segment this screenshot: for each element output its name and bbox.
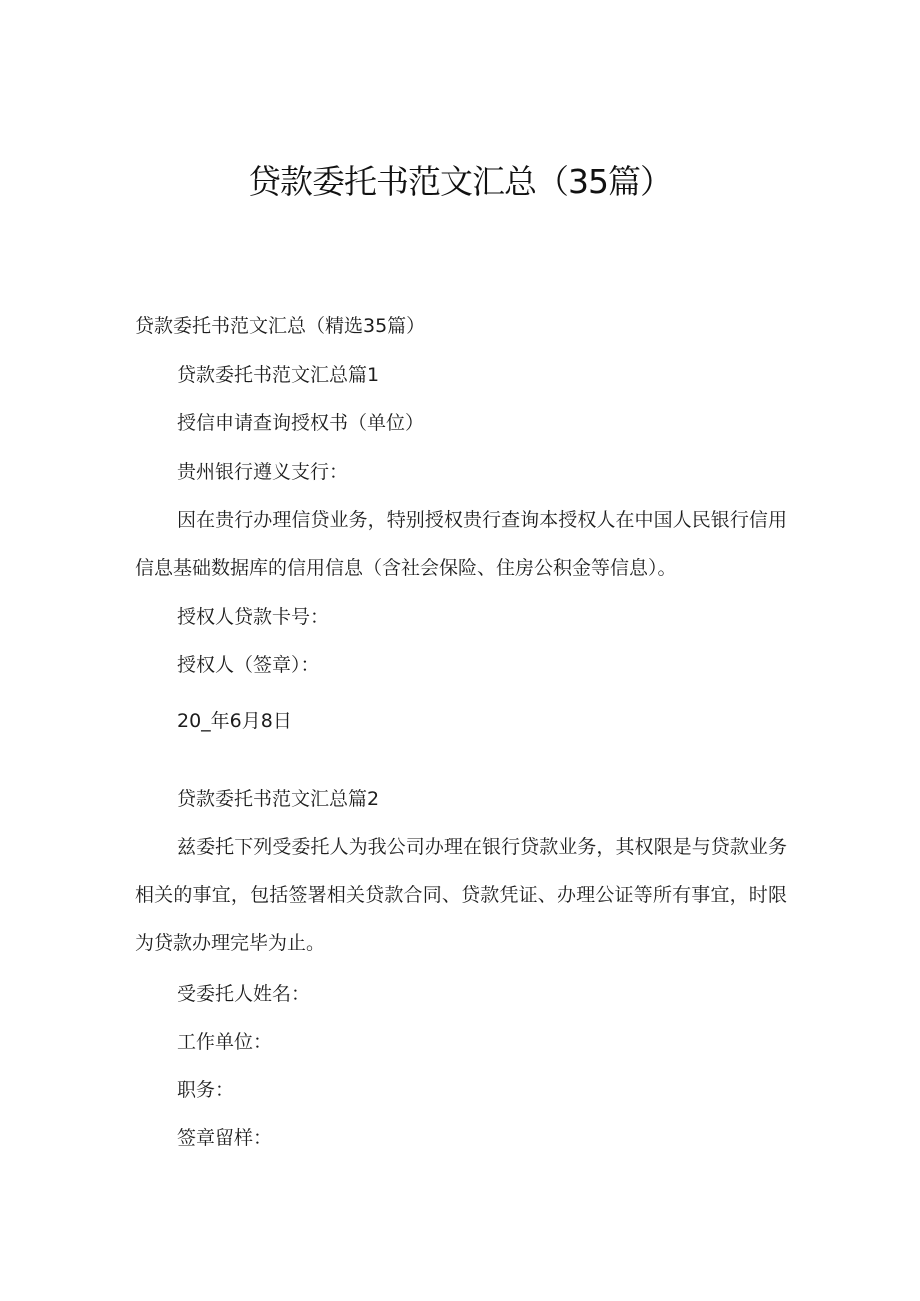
document-title: 贷款委托书范文汇总（35篇） xyxy=(248,162,672,201)
section1-signature-label: 授权人（签章）： xyxy=(177,654,320,676)
section2-heading: 贷款委托书范文汇总篇2 xyxy=(177,788,380,810)
section1-body: 因在贵行办理信贷业务，特别授权贵行查询本授权人在中国人民银行信用信息基础数据库的信用信息（含社会保险、住房公积金等信息）。 xyxy=(135,509,787,579)
section1-heading: 贷款委托书范文汇总篇1 xyxy=(177,364,380,386)
section1-addressee: 贵州银行遵义支行： xyxy=(177,461,349,483)
section1-doc-title: 授信申请查询授权书（单位） xyxy=(177,412,425,434)
section2-name-label: 受委托人姓名： xyxy=(177,983,311,1005)
section2-body: 兹委托下列受委托人为我公司办理在银行贷款业务，其权限是与贷款业务相关的事宜，包括签署相关贷款合同、贷款凭证、办理公证等所有事宜，时限为贷款办理完毕为止。 xyxy=(135,836,787,954)
section2-unit-label: 工作单位： xyxy=(177,1031,273,1053)
section2-seal-label: 签章留样： xyxy=(177,1127,273,1149)
section1-date: 20_年6月8日 xyxy=(177,710,292,732)
intro-line: 贷款委托书范文汇总（精选35篇） xyxy=(135,315,426,337)
section2-position-label: 职务： xyxy=(177,1079,235,1101)
section1-card-label: 授权人贷款卡号： xyxy=(177,606,330,628)
